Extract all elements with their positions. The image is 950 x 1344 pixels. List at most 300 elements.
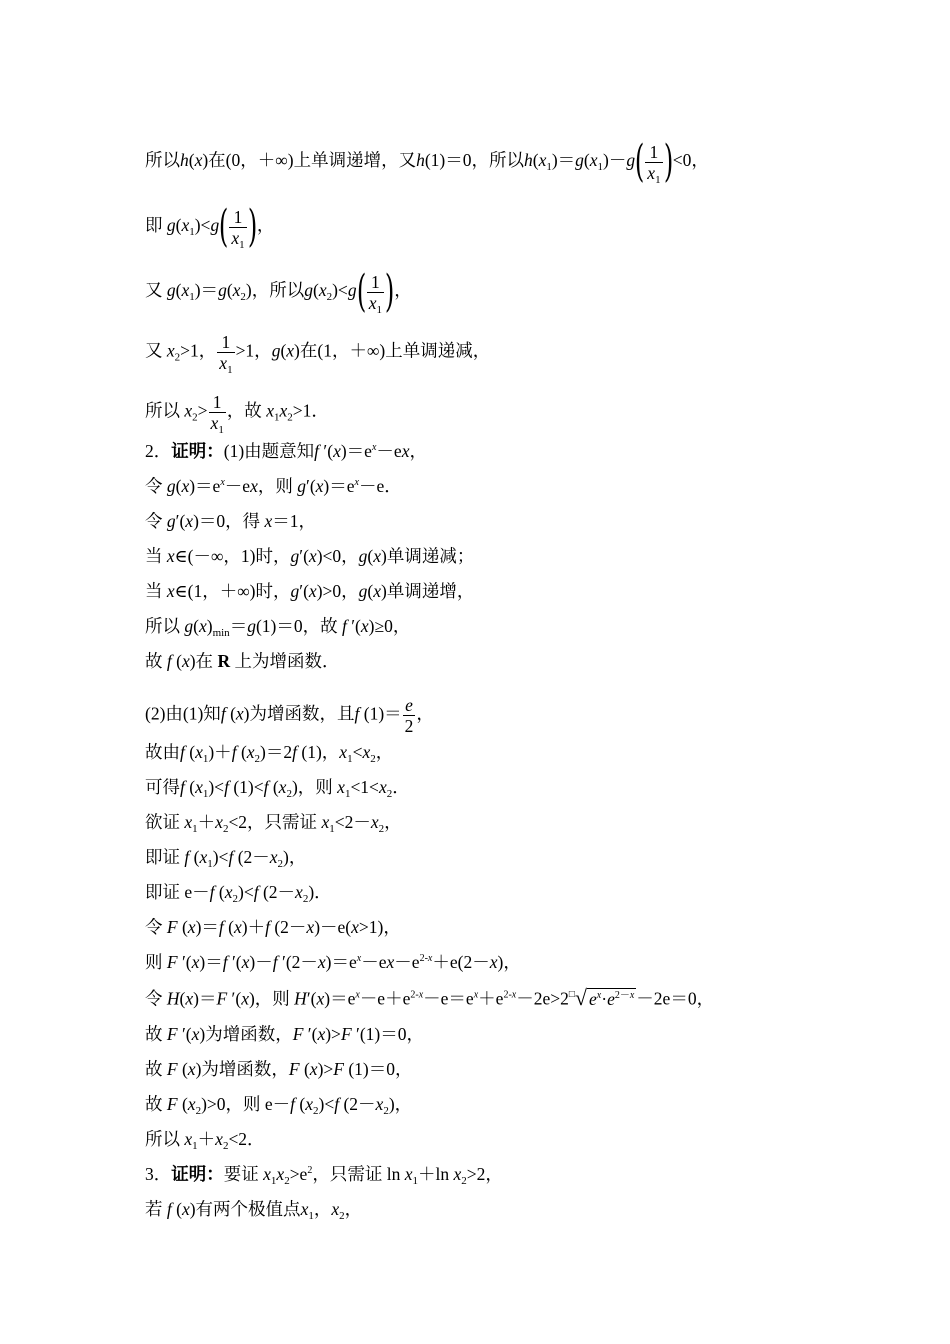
- t: x: [356, 953, 362, 964]
- numerator: 1: [649, 141, 659, 162]
- t: (: [225, 703, 236, 724]
- t: x: [386, 952, 395, 972]
- t: )，: [388, 1094, 413, 1114]
- text-line-15: [145, 776, 410, 798]
- t: 2: [370, 753, 376, 765]
- numerator: 1: [221, 332, 231, 352]
- t: ，则: [257, 476, 293, 496]
- denominator: [645, 162, 662, 186]
- t: 2: [195, 1105, 202, 1117]
- t: 1: [202, 788, 209, 800]
- t: x: [373, 546, 381, 566]
- t: (2－: [233, 847, 270, 867]
- t: )＝: [194, 280, 219, 301]
- text-line-6: [145, 440, 427, 462]
- t: ∈(1，＋∞)时，: [174, 581, 291, 601]
- t: x: [295, 882, 303, 902]
- t: 1: [273, 411, 280, 424]
- t: )为增函数，: [195, 1059, 289, 1079]
- t: 若: [145, 1199, 163, 1219]
- t: <1<: [350, 777, 379, 797]
- t: 令: [145, 988, 163, 1009]
- text-line-1: [145, 136, 709, 187]
- t: 2: [284, 1175, 290, 1187]
- t: (: [184, 777, 196, 797]
- denominator: 2: [404, 716, 414, 736]
- t: f: [166, 1199, 172, 1219]
- t: x: [589, 150, 598, 171]
- text-line-4: [145, 332, 491, 376]
- t: >: [197, 400, 208, 421]
- text-line-21: [145, 987, 714, 1014]
- t: x: [511, 989, 517, 1001]
- t: x: [354, 477, 359, 488]
- t: x: [269, 847, 278, 867]
- t: )>0，: [316, 581, 359, 601]
- t: ′(: [227, 988, 242, 1009]
- t: g: [184, 616, 194, 636]
- t: 1: [347, 753, 353, 765]
- t: )，所以: [245, 280, 305, 301]
- t: f: [218, 917, 224, 937]
- t: x: [181, 476, 190, 496]
- t: min: [212, 627, 230, 639]
- t: x: [318, 280, 327, 301]
- t: ＝1，: [272, 511, 317, 531]
- t: )有两个极值点: [189, 1199, 301, 1219]
- denominator: [367, 292, 384, 316]
- t: ＋e: [478, 988, 504, 1009]
- text-line-22: [145, 1023, 424, 1045]
- t: 2: [222, 823, 229, 835]
- t: x: [317, 1024, 326, 1044]
- t: )在(0，＋∞)上单调递增，又: [202, 150, 417, 171]
- text-line-27: [145, 1198, 362, 1220]
- denominator: [229, 227, 246, 251]
- t: x: [264, 511, 273, 531]
- t: 1: [227, 364, 233, 376]
- t: 2: [326, 291, 333, 304]
- t: g: [347, 280, 357, 301]
- t: x: [191, 1024, 200, 1044]
- t: x: [181, 280, 190, 301]
- t: f: [292, 742, 297, 762]
- t: x: [187, 917, 196, 937]
- t: x: [306, 917, 315, 937]
- t: 2-: [419, 953, 428, 964]
- t: >1，: [235, 340, 272, 361]
- t: 2: [287, 411, 293, 424]
- t: x: [235, 703, 244, 724]
- t: F: [166, 1059, 178, 1079]
- t: x: [629, 990, 635, 1001]
- t: ，: [344, 1199, 363, 1219]
- t: )＋: [208, 742, 232, 762]
- t: (2－: [339, 1094, 376, 1114]
- t: 则: [145, 952, 163, 972]
- t: f: [166, 651, 172, 671]
- t: ，只需证 ln: [312, 1164, 405, 1184]
- t: 1: [597, 161, 604, 174]
- t: g: [166, 280, 176, 301]
- t: )<: [238, 882, 254, 902]
- t: f: [228, 847, 234, 867]
- t: 2: [222, 1140, 229, 1152]
- t: <: [352, 742, 363, 762]
- t: )，则: [291, 777, 333, 797]
- t: g: [297, 476, 306, 496]
- t: g: [304, 280, 313, 301]
- t: ，: [313, 1199, 332, 1219]
- t: 要证: [223, 1164, 259, 1184]
- t: x: [362, 742, 371, 762]
- t: 可得: [145, 777, 180, 797]
- text-line-16: [145, 811, 402, 833]
- t: 2: [277, 858, 284, 870]
- t: (: [184, 742, 196, 762]
- t: 1: [192, 823, 198, 835]
- t: 2: [386, 788, 393, 800]
- t: >1．: [292, 400, 329, 421]
- t: (: [313, 280, 319, 301]
- t: F: [288, 1059, 300, 1079]
- t: 3．: [145, 1164, 172, 1184]
- t: f: [354, 703, 360, 724]
- t: 又: [145, 280, 163, 301]
- t: )－e(: [314, 917, 352, 937]
- t: ′(: [175, 511, 186, 531]
- text-line-11: [145, 615, 410, 637]
- t: x: [355, 989, 360, 1001]
- t: ′(2－: [277, 952, 318, 972]
- t: (1)由题意知: [223, 441, 315, 461]
- t: ＋: [197, 1129, 216, 1149]
- t: x: [404, 1164, 413, 1184]
- t: 1: [412, 1175, 418, 1187]
- t: x: [194, 150, 203, 171]
- t: f: [220, 703, 226, 724]
- t: (: [367, 546, 374, 566]
- t: 2: [313, 1105, 319, 1117]
- t: )单调递减；: [381, 546, 475, 566]
- t: f: [222, 952, 228, 972]
- t: x: [231, 227, 240, 248]
- t: x: [185, 988, 194, 1009]
- t: x: [321, 812, 330, 832]
- text-line-19: [145, 916, 401, 938]
- t: (: [177, 1059, 188, 1079]
- t: －e．: [358, 476, 402, 496]
- t: ∈(－∞，1)时，: [174, 546, 291, 566]
- t: x: [489, 952, 498, 972]
- fraction-1-over-x1: [217, 332, 234, 376]
- t: 2: [302, 893, 309, 905]
- t: ′(: [346, 616, 361, 636]
- text-line-23: [145, 1058, 413, 1080]
- text-line-7: [145, 475, 402, 497]
- t: ′(: [299, 546, 309, 566]
- t: 所以: [145, 400, 180, 421]
- t: x: [278, 777, 287, 797]
- left-paren: (: [219, 201, 229, 252]
- text-line-5: [145, 392, 329, 436]
- t: g: [218, 280, 227, 301]
- t: ′(: [177, 1024, 192, 1044]
- t: x: [166, 546, 175, 566]
- t: f: [253, 882, 259, 902]
- t: x: [418, 989, 424, 1001]
- t: x: [371, 442, 377, 453]
- t: <2，只需证: [228, 812, 318, 832]
- t: －e: [361, 952, 387, 972]
- t: <2．: [228, 1129, 265, 1149]
- t: (: [171, 1199, 182, 1219]
- fraction-1-over-x1: [209, 392, 226, 436]
- t: x: [224, 882, 233, 902]
- t: g: [626, 150, 636, 171]
- t: 即证 e－: [145, 882, 210, 902]
- t: )为增函数，: [199, 1024, 293, 1044]
- t: x: [331, 1199, 340, 1219]
- t: ′(: [177, 952, 192, 972]
- t: 2: [240, 291, 246, 304]
- t: 2-: [410, 989, 419, 1001]
- t: 故: [145, 1059, 163, 1079]
- t: 故: [145, 1094, 163, 1114]
- t: (1)＝: [359, 703, 402, 724]
- t: (: [223, 917, 234, 937]
- t: )<: [332, 280, 348, 301]
- t: H: [166, 988, 180, 1009]
- t: 所以: [145, 616, 180, 636]
- t: )>0，则 e－: [201, 1094, 291, 1114]
- t: )在(1，＋∞)上单调递减，: [294, 340, 491, 361]
- t: x: [337, 777, 345, 797]
- t: g: [290, 546, 300, 566]
- t: 1: [207, 858, 213, 870]
- t: x: [181, 215, 190, 236]
- square-root: [569, 987, 636, 1014]
- t: h: [523, 150, 533, 171]
- t: g: [271, 340, 281, 361]
- t: x: [373, 581, 381, 601]
- t: x: [215, 1129, 223, 1149]
- t: (: [177, 1094, 188, 1114]
- t: (1)＝0，所以: [424, 150, 524, 171]
- t: 1: [189, 226, 195, 239]
- t: )<0，: [316, 546, 359, 566]
- t: h: [416, 150, 425, 171]
- right-paren: ): [384, 266, 395, 317]
- text-line-14: [145, 741, 393, 763]
- t: 上为增函数．: [234, 651, 340, 671]
- t: x: [191, 952, 200, 972]
- t: ，: [256, 215, 275, 236]
- t: )，则: [248, 988, 290, 1009]
- t: h: [180, 150, 189, 171]
- t: )＝e: [323, 476, 355, 496]
- t: 1: [376, 303, 383, 316]
- t: x: [250, 476, 258, 496]
- t: (1)＝0，: [343, 1059, 413, 1079]
- t: )>: [325, 1024, 341, 1044]
- t: (: [268, 777, 279, 797]
- t: ．: [392, 777, 410, 797]
- t: x: [378, 777, 387, 797]
- t: R: [217, 651, 231, 671]
- radicand: [587, 988, 636, 1009]
- t: F: [216, 988, 228, 1009]
- numerator: 1: [233, 206, 243, 227]
- t: 1: [192, 1140, 198, 1152]
- right-paren: ): [247, 201, 257, 252]
- t: )．: [308, 882, 332, 902]
- t: 1: [218, 424, 224, 436]
- t: 2: [378, 823, 385, 835]
- t: x: [339, 742, 348, 762]
- t: x: [308, 581, 317, 601]
- t: )在: [189, 651, 214, 671]
- t: －e: [376, 441, 402, 461]
- t: ，: [409, 441, 427, 461]
- t: f: [209, 882, 215, 902]
- t: g: [247, 616, 256, 636]
- t: x: [316, 988, 325, 1009]
- t: <0，: [672, 150, 709, 171]
- fraction-1-over-x1: [645, 141, 662, 186]
- t: 2: [339, 1210, 345, 1222]
- t: x: [375, 1094, 384, 1114]
- numerator: 1: [212, 392, 222, 412]
- t: (: [175, 215, 182, 236]
- t: (: [367, 581, 374, 601]
- t: <2－: [334, 812, 371, 832]
- t: －e: [224, 476, 251, 496]
- t: ，: [394, 280, 412, 301]
- t: (: [299, 1059, 310, 1079]
- t: ·: [601, 989, 608, 1009]
- t: (: [583, 150, 590, 171]
- t: )>: [317, 1059, 334, 1079]
- t: )单调递增，: [381, 581, 475, 601]
- text-line-26: [145, 1163, 503, 1185]
- t: x: [266, 400, 274, 421]
- t: x: [309, 1059, 318, 1079]
- t: 即: [145, 215, 163, 236]
- t: )＝2: [260, 742, 293, 762]
- t: f: [231, 742, 237, 762]
- left-paren: (: [356, 266, 366, 317]
- t: (: [189, 847, 200, 867]
- t: )<: [318, 1094, 335, 1114]
- t: )<: [208, 777, 225, 797]
- t: e: [589, 989, 597, 1009]
- t: f: [180, 742, 185, 762]
- t: (1)<: [228, 777, 264, 797]
- t: )为增函数，且: [243, 703, 355, 724]
- t: ，故: [226, 400, 262, 421]
- t: ′(: [305, 476, 316, 496]
- t: f: [184, 847, 190, 867]
- t: (: [171, 651, 182, 671]
- denominator: [209, 412, 226, 436]
- t: f: [265, 917, 270, 937]
- t: >e: [289, 1164, 308, 1184]
- text-line-13: [145, 695, 434, 736]
- t: H: [294, 988, 307, 1009]
- t: x: [199, 847, 208, 867]
- right-paren: ): [663, 136, 673, 187]
- t: x: [185, 511, 194, 531]
- t: x: [241, 952, 250, 972]
- t: 所以: [145, 150, 180, 171]
- t: x: [232, 280, 241, 301]
- t: x: [219, 353, 228, 373]
- t: )＝e: [340, 441, 372, 461]
- text-line-18: [145, 881, 332, 903]
- t: 2: [232, 893, 239, 905]
- fraction-1-over-x1: [229, 206, 246, 251]
- t: f: [180, 777, 185, 797]
- t: (: [175, 476, 182, 496]
- t: g: [166, 215, 176, 236]
- t: 1: [329, 823, 335, 835]
- t: 2: [174, 351, 181, 364]
- t: －e: [394, 952, 420, 972]
- t: )＝: [193, 988, 217, 1009]
- t: 当: [145, 581, 163, 601]
- t: 1: [546, 161, 552, 174]
- t: 1: [308, 1210, 314, 1222]
- t: ): [206, 616, 213, 636]
- t: x: [596, 990, 602, 1001]
- t: ＝: [229, 616, 248, 636]
- proof-label: 证明：: [171, 1164, 224, 1184]
- text-line-8: [145, 510, 316, 532]
- t: x: [351, 917, 359, 937]
- t: )－: [249, 952, 273, 972]
- t: x: [647, 162, 656, 183]
- t: (1)，: [297, 742, 340, 762]
- t: (2－: [269, 917, 307, 937]
- t: 当: [145, 546, 163, 566]
- t: (: [295, 1094, 306, 1114]
- t: －e＝e: [423, 988, 474, 1009]
- t: x: [333, 441, 341, 461]
- t: 即证: [145, 847, 180, 867]
- t: g: [358, 546, 368, 566]
- t: )＝: [195, 917, 219, 937]
- t: F: [166, 1024, 178, 1044]
- fraction-1-over-x1: [367, 271, 384, 316]
- t: 又: [145, 340, 163, 361]
- t: (: [214, 882, 225, 902]
- t: x: [215, 812, 223, 832]
- t: g: [166, 511, 176, 531]
- t: 故由: [145, 742, 180, 762]
- t: 故: [145, 651, 163, 671]
- t: 1: [202, 753, 209, 765]
- text-line-20: [145, 951, 521, 973]
- t: )<: [194, 215, 211, 236]
- t: 2: [254, 753, 261, 765]
- t: 令: [145, 917, 163, 937]
- t: )＝0，得: [193, 511, 261, 531]
- text-line-25: [145, 1128, 265, 1150]
- t: g: [166, 476, 176, 496]
- t: x: [210, 413, 219, 433]
- t: x: [360, 616, 369, 636]
